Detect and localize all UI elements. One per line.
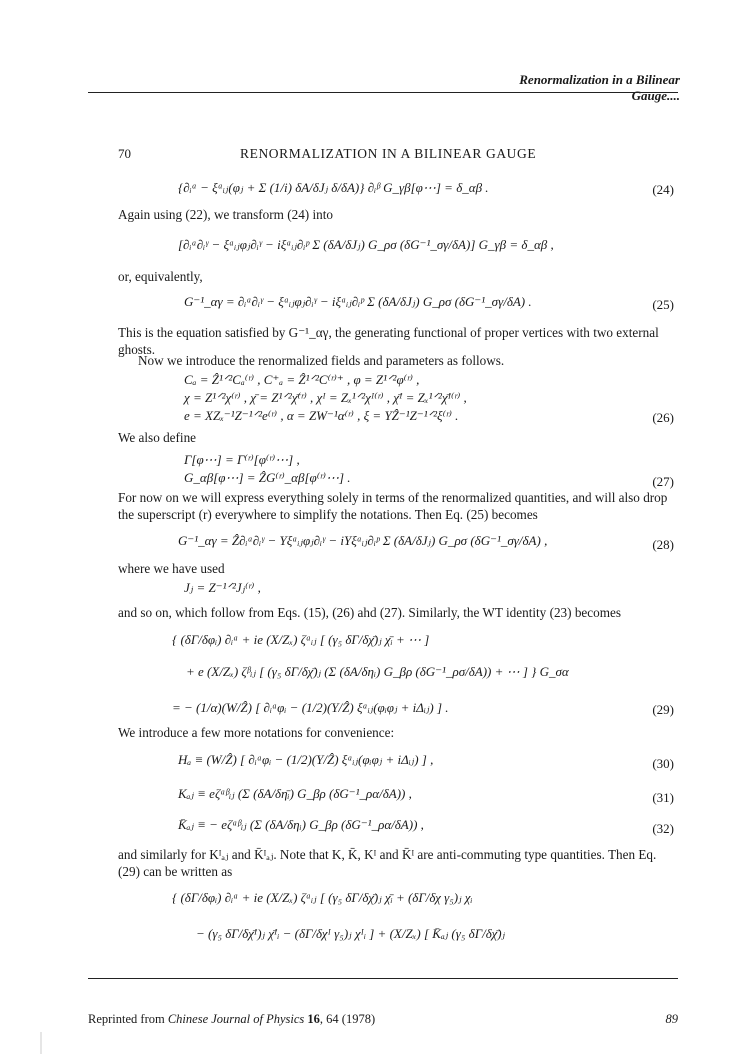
page-number: 70 — [118, 146, 131, 161]
equation-26-line-3: e = XZₓ⁻¹Z⁻¹ᐟ²e⁽ʳ⁾ , α = ZW⁻¹α⁽ʳ⁾ , ξ = YẐ⁻¹Z⁻¹ᐟ²ξ⁽ʳ⁾ . — [184, 408, 459, 423]
equation-29-line-1: { (δΓ/δφᵢ) ∂ᵢᵃ + ie (X/Zₓ) ζᵃᵢⱼ [ (γ₅ δΓ/δχ̄)ⱼ χ̄ᵢ + ⋯ ] — [172, 632, 430, 647]
equation-J: Jⱼ = Z⁻¹ᐟ²Jⱼ⁽ʳ⁾ , — [184, 580, 261, 595]
paragraph: where we have used — [118, 561, 225, 576]
journal-name: Chinese Journal of Physics — [167, 1012, 305, 1026]
equation-26-line-1: Cₐ = Ẑ¹ᐟ²Cₐ⁽ʳ⁾ , C⁺ₐ = Ẑ¹ᐟ²C⁽ʳ⁾⁺ , φ = Z¹ᐟ²φ⁽ʳ⁾ , — [184, 372, 420, 387]
paragraph: and so on, which follow from Eqs. (15), (26) ahd (27). Similarly, the WT identity (23) becomes — [118, 605, 621, 620]
equation-28: G⁻¹_αγ = Ẑ∂ᵢᵃ∂ᵢᵞ − Yξᵃᵢⱼφⱼ∂ᵢᵞ − iYξᵃᵢⱼ∂ᵢᵖ Σ (δA/δJⱼ) G_ρσ (δG⁻¹_σγ/δA) , — [178, 533, 548, 548]
equation-number-28: (28) — [652, 537, 674, 552]
header-rule — [88, 92, 678, 93]
paragraph: We also define — [118, 430, 197, 445]
equation-number-32: (32) — [652, 821, 674, 836]
footer-rule — [88, 978, 678, 979]
equation-32: K̄ₐⱼ ≡ − eζᵃᵝᵢⱼ (Σ (δA/δηᵢ) G_βρ (δG⁻¹_ρα/δA)) , — [178, 817, 424, 832]
paragraph: or, equivalently, — [118, 269, 203, 284]
equation-29-line-2: + e (X/Zₓ) ζᵝᵢⱼ [ (γ₅ δΓ/δχ̄)ⱼ (Σ (δA/δηᵢ) G_βρ (δG⁻¹_ρσ/δA)) + ⋯ ] } G_σα — [186, 664, 569, 679]
reprint-prefix: Reprinted from — [88, 1012, 165, 1026]
equation-27-line-2: G_αβ[φ⋯] = ẐG⁽ʳ⁾_αβ[φ⁽ʳ⁾⋯] . — [184, 470, 351, 485]
equation-number-24: (24) — [652, 182, 674, 197]
equation-number-30: (30) — [652, 756, 674, 771]
paragraph: For now on we will express everything solely in terms of the renormalized quantities, and will also drop the superscript (r) everywhere to simplify the notations. Then Eq. (25) becomes — [118, 490, 668, 522]
equation-25: G⁻¹_αγ = ∂ᵢᵃ∂ᵢᵞ − ξᵃᵢⱼφⱼ∂ᵢᵞ − iξᵃᵢⱼ∂ᵢᵖ Σ (δA/δJⱼ) G_ρσ (δG⁻¹_σγ/δA) . — [184, 294, 532, 309]
equation-24b: [∂ᵢᵃ∂ᵢᵞ − ξᵃᵢⱼφⱼ∂ᵢᵞ − iξᵃᵢⱼ∂ᵢᵖ Σ (δA/δJⱼ) G_ρσ (δG⁻¹_σγ/δA)] G_γβ = δ_αβ , — [178, 237, 554, 252]
paragraph: Now we introduce the renormalized fields and parameters as follows. — [138, 353, 505, 368]
equation-number-29: (29) — [652, 702, 674, 717]
equation-31: Kₐⱼ ≡ eζᵃᵝᵢⱼ (Σ (δA/δη̄ᵢ) G_βρ (δG⁻¹_ρα/δA)) , — [178, 786, 412, 801]
journal-volume: 16 — [307, 1012, 320, 1026]
paragraph: Again using (22), we transform (24) into — [118, 207, 333, 222]
journal-citation: , 64 (1978) — [319, 1012, 376, 1026]
equation-33-line-2: − (γ₅ δΓ/δχ̄ᴵ)ⱼ χ̄ᴵᵢ − (δΓ/δχᴵ γ₅)ⱼ χᴵᵢ ] + (X/Zₓ) [ K̄ₐⱼ (γ₅ δΓ/δχ̄)ⱼ — [196, 926, 505, 941]
equation-number-25: (25) — [652, 297, 674, 312]
equation-33-line-1: { (δΓ/δφᵢ) ∂ᵢᵃ + ie (X/Zₓ) ζᵃᵢⱼ [ (γ₅ δΓ/δχ̄)ⱼ χ̄ᵢ + (δΓ/δχ γ₅)ⱼ χᵢ — [172, 890, 473, 905]
equation-26-line-2: χ = Z¹ᐟ²χ⁽ʳ⁾ , χ̄ = Z¹ᐟ²χ̄⁽ʳ⁾ , χᴵ = Zₓ¹ᐟ²χᴵ⁽ʳ⁾ , χ̄ᴵ = Zₓ¹ᐟ²χ̄ᴵ⁽ʳ⁾ , — [184, 390, 467, 405]
paragraph: and similarly for Kᴵₐⱼ and K̄ᴵₐⱼ. Note that K, K̄, Kᴵ and K̄ᴵ are anti-commuting type quantities. Then Eq. (29) can be written as — [118, 847, 657, 879]
equation-29-line-3: = − (1/α)(W/Ẑ) [ ∂ᵢᵃφᵢ − (1/2)(Y/Ẑ) ξᵃᵢⱼ(φᵢφⱼ + iΔᵢⱼ) ] . — [172, 700, 449, 715]
equation-24: {∂ᵢᵃ − ξᵃᵢⱼ(φⱼ + Σ (1/i) δA/δJⱼ δ/δA)} ∂ᵢᵝ G_γβ[φ⋯] = δ_αβ . — [178, 180, 489, 195]
running-head: Renormalization in a Bilinear Gauge.... — [519, 72, 680, 103]
paragraph: This is the equation satisfied by G⁻¹_αγ, the generating functional of proper vertices with two external ghosts. — [118, 325, 659, 357]
equation-number-31: (31) — [652, 790, 674, 805]
page-title: RENORMALIZATION IN A BILINEAR GAUGE — [240, 146, 537, 161]
footer-page-number: 89 — [665, 1012, 678, 1026]
equation-number-26: (26) — [652, 410, 674, 425]
paragraph: We introduce a few more notations for convenience: — [118, 725, 395, 740]
equation-number-27: (27) — [652, 474, 674, 489]
reprint-note — [88, 1012, 375, 1027]
scan-mark — [40, 1032, 42, 1054]
equation-30: Hₐ ≡ (W/Ẑ) [ ∂ᵢᵃφᵢ − (1/2)(Y/Ẑ) ξᵃᵢⱼ(φᵢφⱼ + iΔᵢⱼ) ] , — [178, 752, 434, 767]
equation-27-line-1: Γ[φ⋯] = Γ⁽ʳ⁾[φ⁽ʳ⁾⋯] , — [184, 452, 300, 467]
